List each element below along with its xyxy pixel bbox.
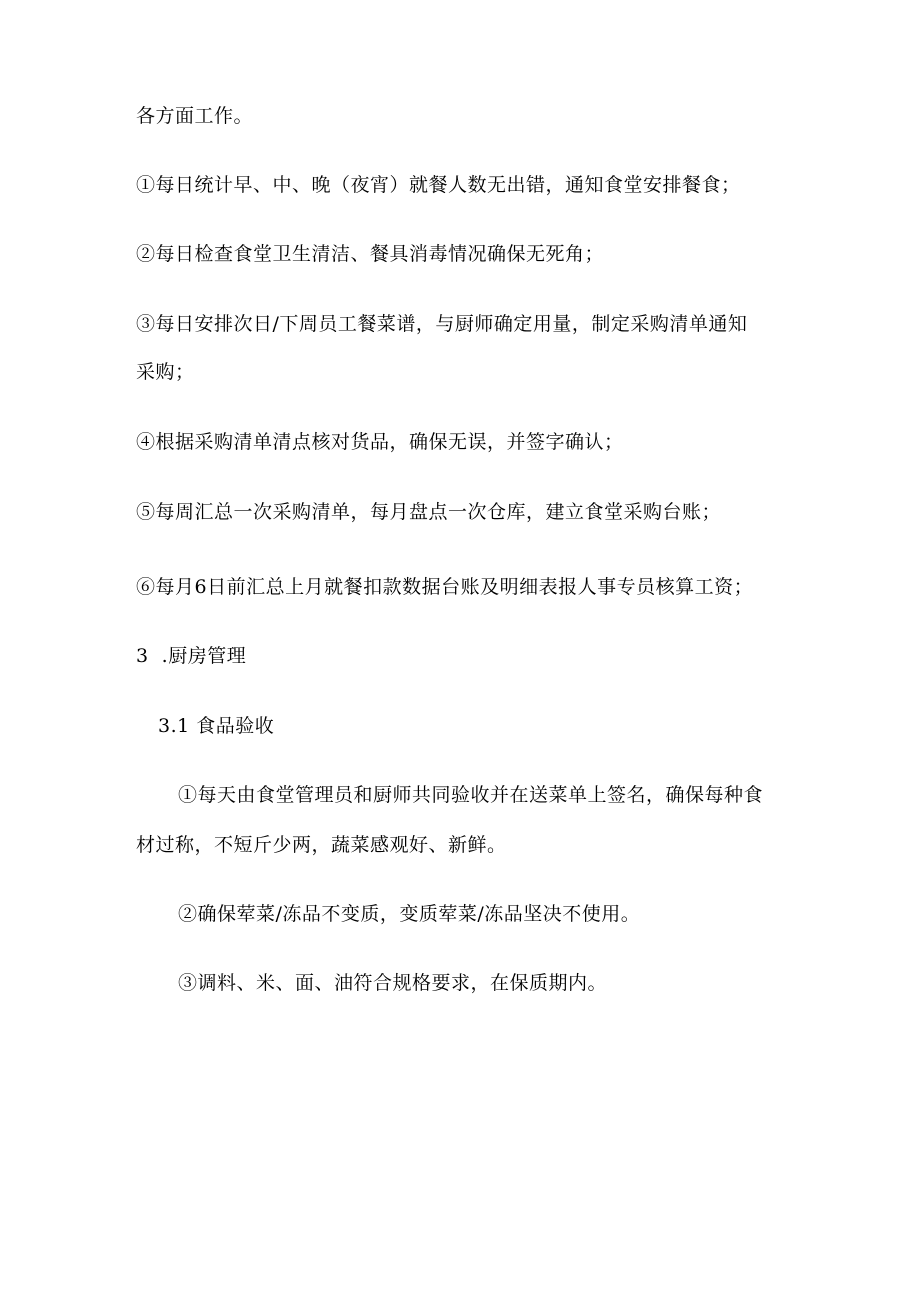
section-heading: 3 .厨房管理 [136,645,247,667]
list-item-3-continuation: 采购； [136,361,195,383]
subsection-item-3: ③调料、米、面、油符合规格要求，在保质期内。 [178,972,608,994]
list-item-1: ①每日统计早、中、晚（夜宵）就餐人数无出错，通知食堂安排餐食； [136,174,741,196]
subsection-heading: 3.1 食品验收 [158,715,275,737]
list-item-3: ③每日安排次日/下周员工餐菜谱，与厨师确定用量，制定采购清单通知 [136,313,748,335]
subsection-item-1-continuation: 材过称，不短斤少两，蔬菜感观好、新鲜。 [136,834,507,856]
subsection-item-2: ②确保荤菜/冻品不变质，变质荤菜/冻品坚决不使用。 [178,903,641,925]
paragraph-continuation: 各方面工作。 [136,105,254,127]
list-item-2: ②每日检查食堂卫生清洁、餐具消毒情况确保无死角； [136,243,605,265]
list-item-6: ⑥每月6日前汇总上月就餐扣款数据台账及明细表报人事专员核算工资； [136,576,754,598]
list-item-4: ④根据采购清单清点核对货品，确保无误，并签字确认； [136,431,624,453]
subsection-item-1: ①每天由食堂管理员和厨师共同验收并在送菜单上签名，确保每种食 [178,784,764,806]
list-item-5: ⑤每周汇总一次采购清单，每月盘点一次仓库，建立食堂采购台账； [136,501,722,523]
